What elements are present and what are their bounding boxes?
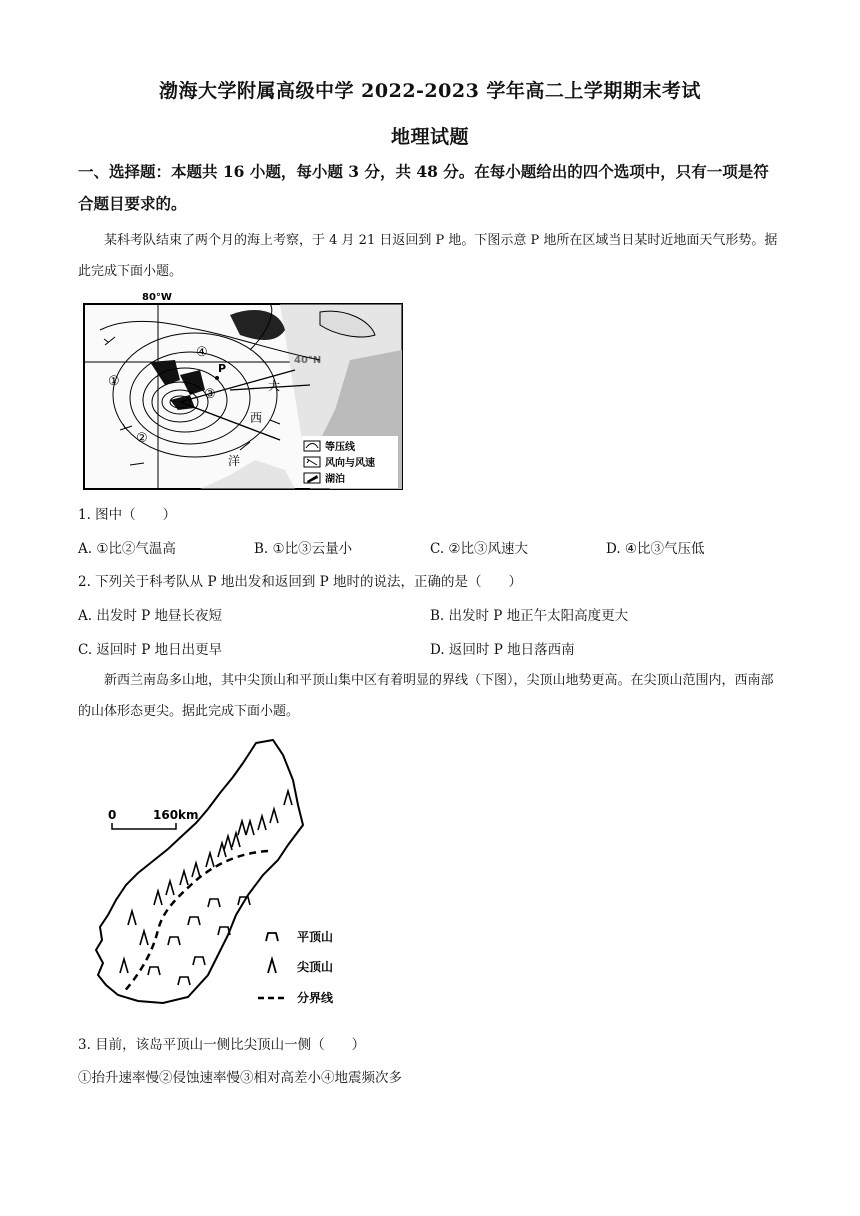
legend-pointed-peak-icon (268, 959, 276, 973)
legend-wind-label: 风向与风速 (325, 458, 375, 469)
lon-label: 80°W (142, 292, 172, 303)
q2-option-a: A. 出发时 P 地昼长夜短 (78, 608, 222, 624)
exam-title: 渤海大学附属高级中学 2022-2023 学年高二上学期期末考试 (159, 80, 701, 102)
q2-option-c: C. 返回时 P 地日出更早 (78, 642, 223, 658)
marker-2: ② (136, 431, 148, 446)
ocean-char-3: 洋 (228, 454, 241, 468)
q1-option-b: B. ①比③云量小 (254, 541, 353, 557)
ocean-char-1: 大 (268, 379, 281, 393)
scale-label: 160km (153, 808, 199, 822)
question-3-stem: 3. 目前，该岛平顶山一侧比尖顶山一侧（ ） (78, 1037, 366, 1053)
question-1-stem: 1. 图中（ ） (78, 507, 177, 523)
q1-option-d: D. ④比③气压低 (606, 541, 705, 557)
passage-1: 某科考队结束了两个月的海上考察，于 4 月 21 日返回到 P 地。下图示意 P 地所在区域当日某时近地面天气形势。据此完成下面小题。 (78, 233, 778, 279)
marker-4: ④ (196, 345, 208, 360)
south-island-map (88, 735, 368, 1015)
marker-3: ③ (204, 387, 216, 402)
subject-title: 地理试题 (390, 126, 469, 148)
legend-flat-peak-icon (266, 933, 278, 941)
ocean-char-2: 西 (250, 411, 263, 425)
q2-option-b: B. 出发时 P 地正午太阳高度更大 (430, 608, 629, 624)
q1-option-c: C. ②比③风速大 (430, 541, 529, 557)
section-heading: 一、选择题：本题共 16 小题，每小题 3 分，共 48 分。在每小题给出的四个选项中，只有一项是符合题目要求的。 (78, 162, 769, 213)
q2-option-d: D. 返回时 P 地日落西南 (430, 642, 575, 658)
passage-2: 新西兰南岛多山地，其中尖顶山和平顶山集中区有着明显的界线（下图），尖顶山地势更高。在尖顶山范围内，西南部的山体形态更尖。据此完成下面小题。 (78, 673, 774, 719)
question-3-statements: ①抬升速率慢②侵蚀速率慢③相对高差小④地震频次多 (78, 1070, 402, 1086)
point-p-label: P (218, 362, 227, 375)
question-2-stem: 2. 下列关于科考队从 P 地出发和返回到 P 地时的说法，正确的是（ ） (78, 574, 523, 590)
legend-flat-peak-label: 平顶山 (297, 930, 334, 944)
marker-1: ① (108, 374, 120, 389)
q1-option-a: A. ①比②气温高 (78, 541, 176, 557)
scale-zero: 0 (108, 808, 117, 822)
scale-bar (112, 823, 176, 829)
legend-pointed-peak-label: 尖顶山 (297, 960, 334, 974)
legend-isobar-icon (304, 441, 320, 451)
legend-dividing-line-label: 分界线 (297, 991, 334, 1005)
legend-isobar-label: 等压线 (325, 442, 355, 453)
island-outline (96, 740, 303, 1003)
legend-lake-label: 湖泊 (325, 474, 345, 485)
weather-map (80, 290, 410, 495)
